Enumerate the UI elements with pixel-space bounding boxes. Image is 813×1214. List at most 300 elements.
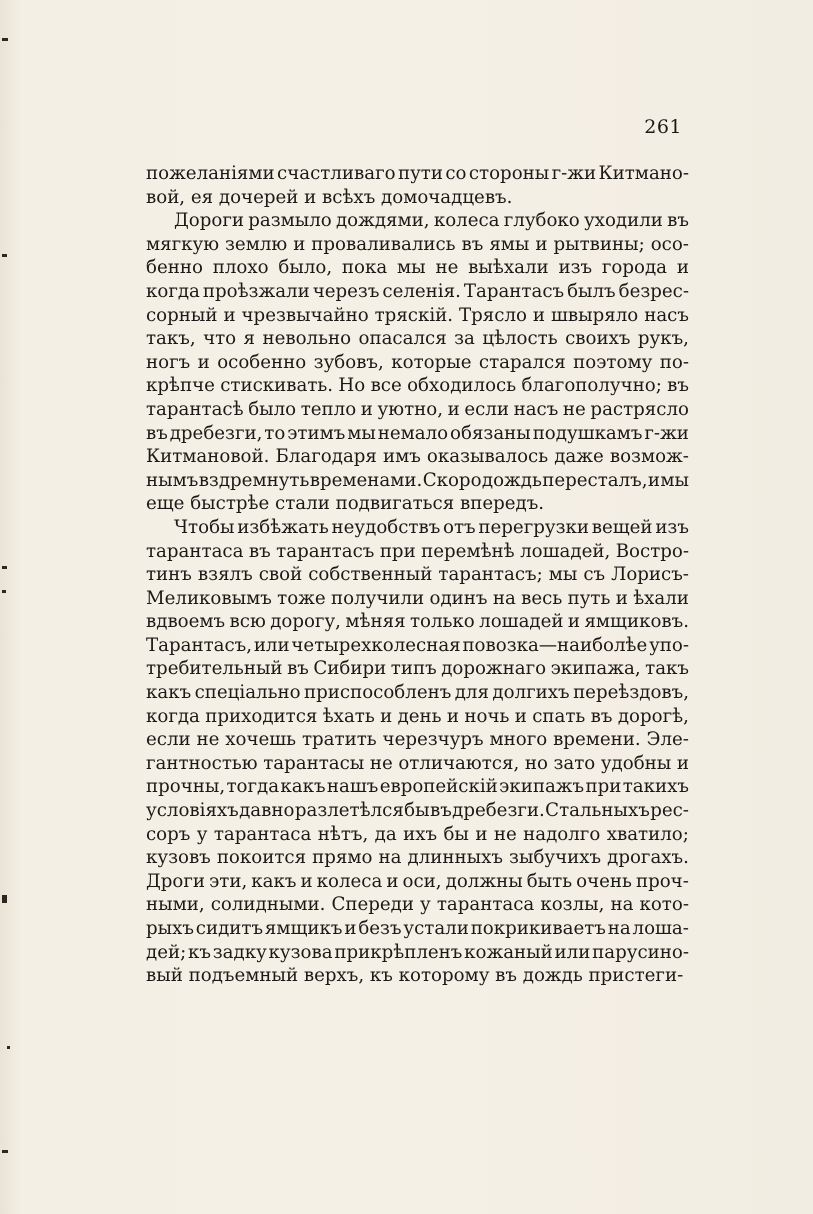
word: и — [475, 823, 488, 845]
text-line — [146, 445, 689, 469]
word: условіяхъ — [146, 800, 239, 822]
word: и — [532, 304, 546, 326]
word: г-жи — [644, 422, 689, 444]
word: или — [554, 941, 591, 963]
text-line — [146, 752, 689, 776]
word: ночь — [464, 705, 510, 727]
word: землю — [225, 233, 288, 255]
word: длинныхъ — [407, 847, 503, 869]
word: у — [420, 894, 431, 916]
word: разлетѣлся — [294, 800, 404, 822]
word: ными, — [146, 894, 205, 916]
word: лошадей — [479, 611, 564, 633]
word: пути — [397, 163, 443, 184]
word: мы — [660, 469, 689, 491]
word: г-жи — [551, 163, 597, 184]
word: и — [446, 705, 460, 727]
word: и — [293, 233, 306, 255]
word: да — [374, 823, 397, 845]
word: неудобствъ — [331, 516, 441, 538]
word: дей; — [146, 941, 187, 963]
word: солидными. — [210, 894, 326, 916]
word: мы — [548, 564, 578, 586]
word: немало — [377, 422, 449, 444]
word: вздремнуть — [198, 469, 310, 491]
word: оси, — [402, 870, 442, 892]
word: за — [454, 328, 475, 350]
word: хочешь — [225, 729, 297, 751]
word: что — [203, 328, 237, 350]
word: тогда — [226, 776, 280, 798]
word: лошадей, — [520, 540, 611, 562]
word: упо- — [649, 634, 689, 656]
word: и — [380, 705, 393, 727]
word: и — [514, 705, 527, 727]
word: дребезги. — [452, 800, 545, 822]
word: ѣхать — [322, 705, 375, 727]
word: города — [601, 257, 668, 279]
text-line — [146, 256, 689, 280]
word: Спереди — [331, 894, 414, 916]
text-line — [146, 540, 689, 564]
text-line — [146, 351, 689, 375]
word: благополучно; — [521, 375, 662, 397]
word: если — [146, 729, 191, 751]
word: со — [445, 163, 467, 184]
word: проѣзжали — [202, 280, 310, 302]
word: дорожнаго — [441, 658, 547, 680]
word: тинъ — [146, 564, 192, 586]
word: спеціально — [194, 682, 301, 704]
word: черезъ — [312, 280, 380, 302]
text-line — [146, 422, 689, 446]
word: ямщиковъ. — [584, 611, 689, 633]
text-line — [146, 280, 689, 304]
word: долгихъ — [492, 682, 570, 704]
word: счастливаго — [277, 163, 396, 184]
word: стискивать. — [220, 375, 334, 397]
word: къ — [188, 941, 211, 963]
binding-mark — [2, 590, 6, 593]
word: устали — [403, 918, 469, 939]
word: кузова — [268, 941, 333, 963]
word: тарантасѣ — [146, 398, 244, 420]
text-line — [146, 775, 689, 799]
word: рукъ, — [637, 328, 689, 350]
word: поэтому — [573, 351, 653, 373]
word: изъ — [655, 516, 689, 538]
word: мягкую — [146, 233, 220, 255]
word: кузовъ — [146, 847, 211, 869]
binding-mark — [2, 566, 7, 569]
word: проваливались — [311, 233, 456, 255]
word: и — [676, 752, 689, 774]
word: въ — [287, 658, 309, 680]
word: и — [615, 587, 628, 609]
word: типъ — [390, 658, 437, 680]
word: на — [607, 918, 631, 939]
word: должны — [445, 870, 523, 892]
word: выѣхали — [468, 257, 549, 279]
word: взялъ — [197, 564, 253, 586]
word: Но — [338, 375, 366, 397]
word: быть — [526, 870, 573, 892]
word: пересталъ, — [542, 469, 648, 491]
word: рытвины; — [553, 233, 645, 255]
text-line — [146, 587, 689, 611]
word: осо- — [650, 233, 689, 255]
word: и — [300, 870, 313, 892]
word: кото- — [639, 894, 689, 916]
word: черезчуръ — [382, 729, 484, 751]
word: дорогу, — [270, 611, 341, 633]
word: путь — [567, 587, 611, 609]
word: надолго — [523, 823, 601, 845]
word: Востро- — [615, 540, 689, 562]
word: тарантасъ — [276, 540, 375, 562]
word: обходилось — [407, 375, 517, 397]
text-line — [146, 917, 689, 941]
word: Чтобы — [174, 516, 235, 538]
word: дрогахъ. — [607, 847, 689, 869]
word: невольно — [262, 328, 352, 350]
word: особенно — [217, 351, 307, 373]
word: тепло — [300, 398, 357, 420]
word: много — [489, 729, 548, 751]
word: бенно — [146, 257, 203, 279]
word: экипажъ — [499, 776, 585, 798]
word: Китмановой. — [146, 446, 270, 468]
word: насъ — [644, 304, 689, 326]
word: не — [435, 257, 459, 279]
word: и — [223, 304, 236, 326]
text-line — [146, 516, 689, 540]
word: но — [524, 752, 548, 774]
word: Сибири — [313, 658, 387, 680]
word: размыло — [248, 210, 332, 232]
word: спать — [532, 705, 586, 727]
word: нашъ — [326, 776, 379, 798]
word: въ — [429, 800, 452, 822]
word: на — [378, 847, 402, 869]
word: изъ — [558, 257, 593, 279]
word: которые — [391, 351, 472, 373]
word: все — [370, 375, 402, 397]
text-line — [146, 209, 689, 233]
word: ногъ — [146, 351, 191, 373]
word: какъ — [146, 682, 192, 704]
word: не — [562, 398, 586, 420]
word: швыряло — [551, 304, 639, 326]
word: тарантасъ; — [438, 564, 543, 586]
text-line: вой, ея дочерей и всѣхъ домочадцевъ. — [146, 186, 513, 208]
word: на — [492, 587, 516, 609]
word: экипажа, — [550, 658, 641, 680]
word: когда — [146, 280, 200, 302]
word: день — [397, 705, 442, 727]
word: чрезвычайно — [241, 304, 369, 326]
word: сорный — [146, 304, 218, 326]
text-line — [146, 681, 689, 705]
word: крѣпче — [146, 375, 215, 397]
word: прочны, — [146, 776, 226, 798]
text-line — [146, 327, 689, 351]
binding-mark — [7, 1046, 10, 1049]
word: Тарантасъ, — [146, 634, 253, 656]
word: то — [264, 422, 286, 444]
word: прямо — [312, 847, 373, 869]
word: такихъ — [622, 776, 689, 798]
word: удобны — [600, 752, 672, 774]
word: не — [493, 823, 517, 845]
word: тарантаса — [436, 894, 535, 916]
word: былъ — [567, 280, 616, 302]
word: тарантасы — [263, 752, 365, 774]
word: у — [196, 823, 208, 845]
word: бы — [404, 800, 430, 822]
word: давно — [239, 800, 295, 822]
word: обязаны — [450, 422, 531, 444]
word: покоится — [216, 847, 307, 869]
word: времени. — [553, 729, 641, 751]
word: четырехколесная — [291, 634, 461, 656]
word: мы — [397, 257, 426, 279]
word: зато — [553, 752, 596, 774]
word: бы — [443, 823, 469, 845]
word: когда — [146, 705, 200, 727]
text-line — [146, 634, 689, 658]
word: повозка—наиболѣе — [462, 634, 648, 656]
word: Благодаря — [275, 446, 377, 468]
text-line: еще быстрѣе стали подвигаться впередъ. — [146, 493, 545, 515]
word: на — [610, 894, 634, 916]
binding-edge — [0, 0, 14, 1214]
word: и — [647, 469, 660, 491]
word: дождь — [481, 469, 542, 491]
word: для — [454, 682, 489, 704]
text-line — [146, 846, 689, 870]
word: такъ — [645, 658, 689, 680]
word: въ — [590, 705, 613, 727]
word: только — [409, 611, 475, 633]
word: и — [676, 257, 689, 279]
word: было — [248, 398, 297, 420]
word: тарантаса — [213, 823, 312, 845]
text-line — [146, 893, 689, 917]
word: и — [535, 233, 548, 255]
word: дождями, — [335, 210, 430, 232]
word: не — [369, 752, 393, 774]
word: рес- — [650, 800, 689, 822]
word: и — [447, 398, 460, 420]
text-line — [146, 563, 689, 587]
word: оказывалось — [426, 446, 549, 468]
word: насъ — [513, 398, 559, 420]
word: тарантаса — [146, 540, 244, 562]
word: возмож- — [609, 446, 689, 468]
word: проч- — [635, 870, 689, 892]
word: пожеланіями — [146, 163, 275, 184]
word: пока — [341, 257, 388, 279]
word: отличаются, — [398, 752, 520, 774]
word: временами. — [309, 469, 423, 491]
word: не — [196, 729, 220, 751]
text-line — [146, 657, 689, 681]
body-lines — [146, 162, 689, 988]
word: мы — [347, 422, 376, 444]
word: въ — [146, 422, 168, 444]
word: въ — [461, 233, 484, 255]
word: Скоро — [422, 469, 482, 491]
word: селенія. — [382, 280, 461, 302]
word: какъ — [280, 776, 326, 798]
word: вещей — [591, 516, 653, 538]
word: рыхъ — [146, 918, 194, 939]
word: требительный — [146, 658, 283, 680]
binding-mark — [2, 895, 7, 903]
word: очень — [576, 870, 632, 892]
text-line — [146, 610, 689, 634]
text-line — [146, 870, 689, 894]
word: Дроги — [146, 870, 206, 892]
word: этимъ — [287, 422, 346, 444]
word: и — [567, 611, 581, 633]
word: при — [379, 540, 416, 562]
page-number: 261 — [644, 116, 682, 138]
binding-mark — [2, 38, 8, 41]
word: при — [585, 776, 622, 798]
word: если — [464, 398, 509, 420]
word: дорогѣ, — [617, 705, 689, 727]
binding-mark — [2, 254, 7, 257]
word: нѣтъ, — [317, 823, 369, 845]
word: ямы — [489, 233, 530, 255]
word: всю — [229, 611, 266, 633]
word: по- — [659, 351, 689, 373]
word: или — [253, 634, 290, 656]
word: имъ — [382, 446, 421, 468]
word: въ — [667, 375, 689, 397]
word: сидитъ — [195, 918, 264, 939]
word: стороны — [468, 163, 550, 184]
word: въ — [667, 210, 689, 232]
word: соръ — [146, 823, 191, 845]
word: одинъ — [429, 587, 488, 609]
text-line — [146, 728, 689, 752]
word: и — [386, 870, 399, 892]
word: гантностью — [146, 752, 258, 774]
word: дребезги, — [169, 422, 263, 444]
text-line — [146, 799, 689, 823]
word: и — [344, 918, 357, 939]
word: какъ — [251, 870, 297, 892]
text-line — [146, 469, 689, 493]
word: Лорисъ- — [611, 564, 689, 586]
word: переѣздовъ, — [573, 682, 689, 704]
word: зыбучихъ — [509, 847, 602, 869]
word: покрикиваетъ — [470, 918, 606, 939]
word: колеса — [433, 210, 500, 232]
word: Стальныхъ — [545, 800, 650, 822]
word: задку — [212, 941, 267, 963]
word: получили — [331, 587, 425, 609]
word: весь — [521, 587, 563, 609]
word: ѣхали — [633, 587, 689, 609]
word: свой — [258, 564, 303, 586]
word: нымъ — [146, 469, 199, 491]
word: мѣняя — [345, 611, 406, 633]
word: избѣжать — [237, 516, 329, 538]
word: тратить — [301, 729, 377, 751]
word: Трясло — [459, 304, 527, 326]
word: колеса — [316, 870, 383, 892]
word: такъ, — [146, 328, 196, 350]
word: было, — [278, 257, 333, 279]
word: даже — [554, 446, 604, 468]
word: тряскій. — [374, 304, 454, 326]
word: безъ — [358, 918, 402, 939]
word: въ — [248, 540, 271, 562]
word: я — [243, 328, 256, 350]
word: глубоко — [503, 210, 580, 232]
text-line: вый подъемный верхъ, къ которому въ дождь пристеги- — [146, 965, 684, 987]
text-line — [146, 705, 689, 729]
word: приходится — [205, 705, 318, 727]
word: старался — [478, 351, 566, 373]
binding-mark — [2, 1150, 8, 1153]
word: уютно, — [377, 398, 443, 420]
word: и — [360, 398, 373, 420]
word: своихъ — [565, 328, 631, 350]
text-line — [146, 823, 689, 847]
word: съ — [583, 564, 606, 586]
word: перегрузки — [478, 516, 589, 538]
word: ямщикъ — [264, 918, 343, 939]
word: прикрѣпленъ — [334, 941, 463, 963]
word: плохо — [212, 257, 269, 279]
word: хватило; — [606, 823, 689, 845]
word: эти, — [209, 870, 248, 892]
word: Тарантасъ — [463, 280, 565, 302]
word: Дороги — [174, 210, 244, 232]
word: опасался — [358, 328, 447, 350]
word: козлы, — [540, 894, 605, 916]
word: лоша- — [632, 918, 689, 939]
word: приспособленъ — [304, 682, 452, 704]
text-line — [146, 398, 689, 422]
word: и — [197, 351, 210, 373]
word: парусино- — [592, 941, 689, 963]
word: цѣлость — [482, 328, 558, 350]
word: растрясло — [590, 398, 689, 420]
word: зубовъ, — [313, 351, 384, 373]
word: подушкамъ — [532, 422, 643, 444]
text-line — [146, 941, 689, 965]
word: уходили — [583, 210, 663, 232]
word: вдвоемъ — [146, 611, 226, 633]
word: ихъ — [403, 823, 438, 845]
word: Меликовымъ — [146, 587, 272, 609]
word: безрес- — [618, 280, 689, 302]
text-line — [146, 162, 689, 186]
text-line — [146, 233, 689, 257]
word: перемѣнѣ — [421, 540, 515, 562]
text-line — [146, 304, 689, 328]
word: кожаный — [464, 941, 553, 963]
word: европейскій — [379, 776, 498, 798]
word: отъ — [443, 516, 476, 538]
text-line — [146, 374, 689, 398]
